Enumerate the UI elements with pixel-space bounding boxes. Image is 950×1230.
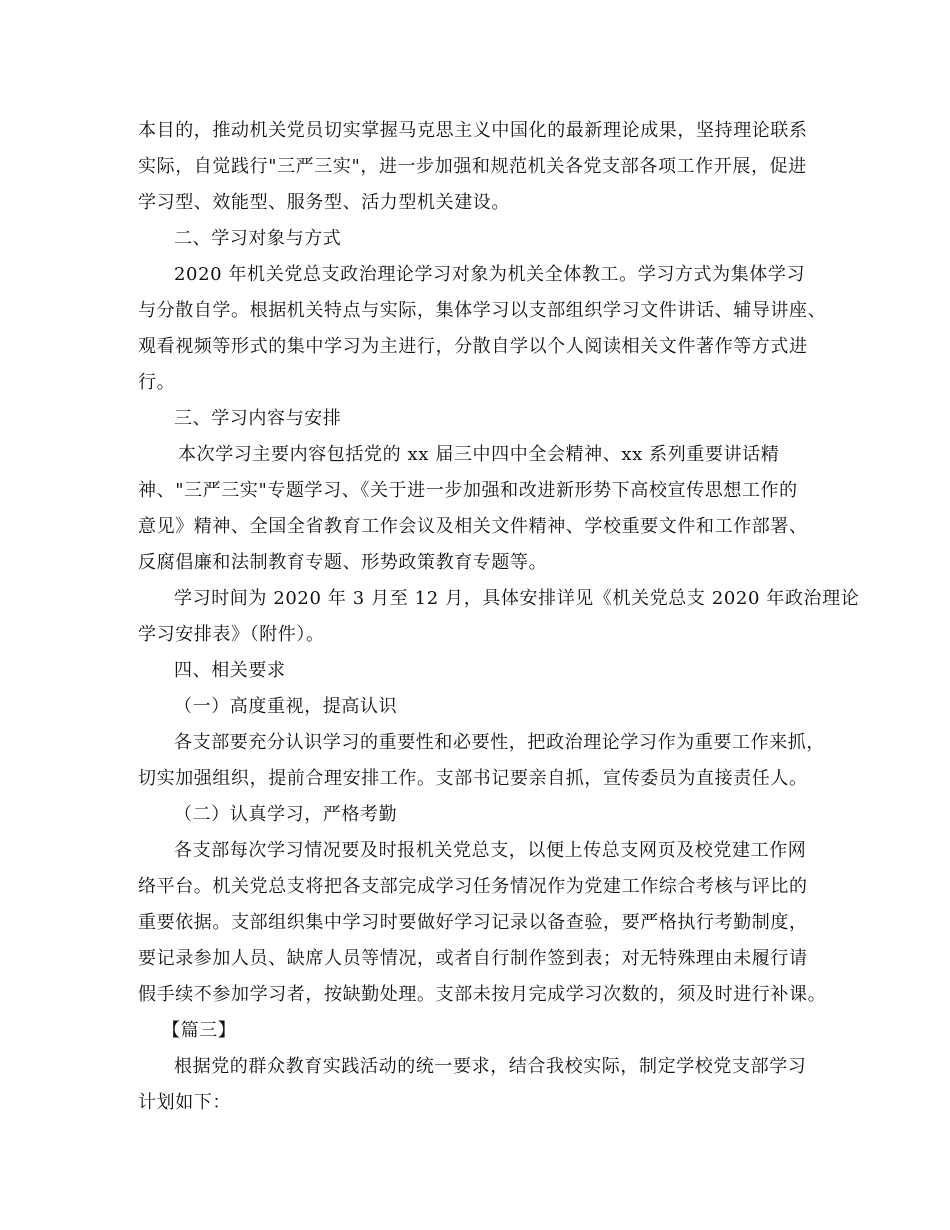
subsection-heading: （一）高度重视，提高认识	[174, 696, 398, 717]
paragraph-line: 与分散自学。根据机关特点与实际，集体学习以支部组织学习文件讲话、辅导讲座、	[138, 300, 827, 321]
paragraph-line: 切实加强组织，提前合理安排工作。支部书记要亲自抓，宣传委员为直接责任人。	[138, 768, 808, 789]
section-heading: 三、学习内容与安排	[174, 408, 342, 429]
paragraph-line: 神、"三严三实"专题学习、《关于进一步加强和改进新形势下高校宣传思想工作的	[138, 480, 798, 501]
paragraph-line: 学习安排表》（附件）。	[138, 624, 325, 645]
paragraph-line: 学习时间为 2020 年 3 月至 12 月，具体安排详见《机关党总支 2020 年政治理论	[174, 588, 860, 609]
section-heading: 二、学习对象与方式	[174, 228, 342, 249]
paragraph-line: 络平台。机关党总支将把各支部完成学习任务情况作为党建工作综合考核与评比的	[138, 876, 808, 897]
paragraph-line: 各支部每次学习情况要及时报机关党总支，以便上传总支网页及校党建工作网	[174, 840, 807, 861]
paragraph-line: 反腐倡廉和法制教育专题、形势政策教育专题等。	[138, 552, 548, 573]
paragraph-line: 要记录参加人员、缺席人员等情况，或者自行制作签到表；对无特殊理由未履行请	[138, 948, 808, 969]
subsection-heading: （二）认真学习，严格考勤	[174, 804, 398, 825]
paragraph-line: 根据党的群众教育实践活动的统一要求，结合我校实际，制定学校党支部学习	[174, 1056, 807, 1077]
section-heading: 四、相关要求	[174, 660, 286, 681]
paragraph-line: 学习型、效能型、服务型、活力型机关建设。	[138, 192, 510, 213]
paragraph-line: 假手续不参加学习者，按缺勤处理。支部未按月完成学习次数的，须及时进行补课。	[138, 984, 827, 1005]
paragraph-line: 本次学习主要内容包括党的 xx 届三中四中全会精神、xx 系列重要讲话精	[178, 444, 780, 465]
paragraph-line: 本目的，推动机关党员切实掌握马克思主义中国化的最新理论成果，坚持理论联系	[138, 120, 808, 141]
paragraph-line: 计划如下：	[138, 1092, 231, 1113]
paragraph-line: 观看视频等形式的集中学习为主进行，分散自学以个人阅读相关文件著作等方式进	[138, 336, 808, 357]
section-heading: 【篇三】	[162, 1020, 237, 1041]
paragraph-line: 行。	[138, 372, 176, 393]
paragraph-line: 重要依据。支部组织集中学习时要做好学习记录以备查验，要严格执行考勤制度，	[138, 912, 808, 933]
paragraph-line: 意见》精神、全国全省教育工作会议及相关文件精神、学校重要文件和工作部署、	[138, 516, 808, 537]
paragraph-line: 实际，自觉践行"三严三实"，进一步加强和规范机关各党支部各项工作开展，促进	[138, 156, 807, 177]
paragraph-line: 各支部要充分认识学习的重要性和必要性，把政治理论学习作为重要工作来抓，	[174, 732, 825, 753]
paragraph-line: 2020 年机关党总支政治理论学习对象为机关全体教工。学习方式为集体学习	[174, 264, 806, 285]
